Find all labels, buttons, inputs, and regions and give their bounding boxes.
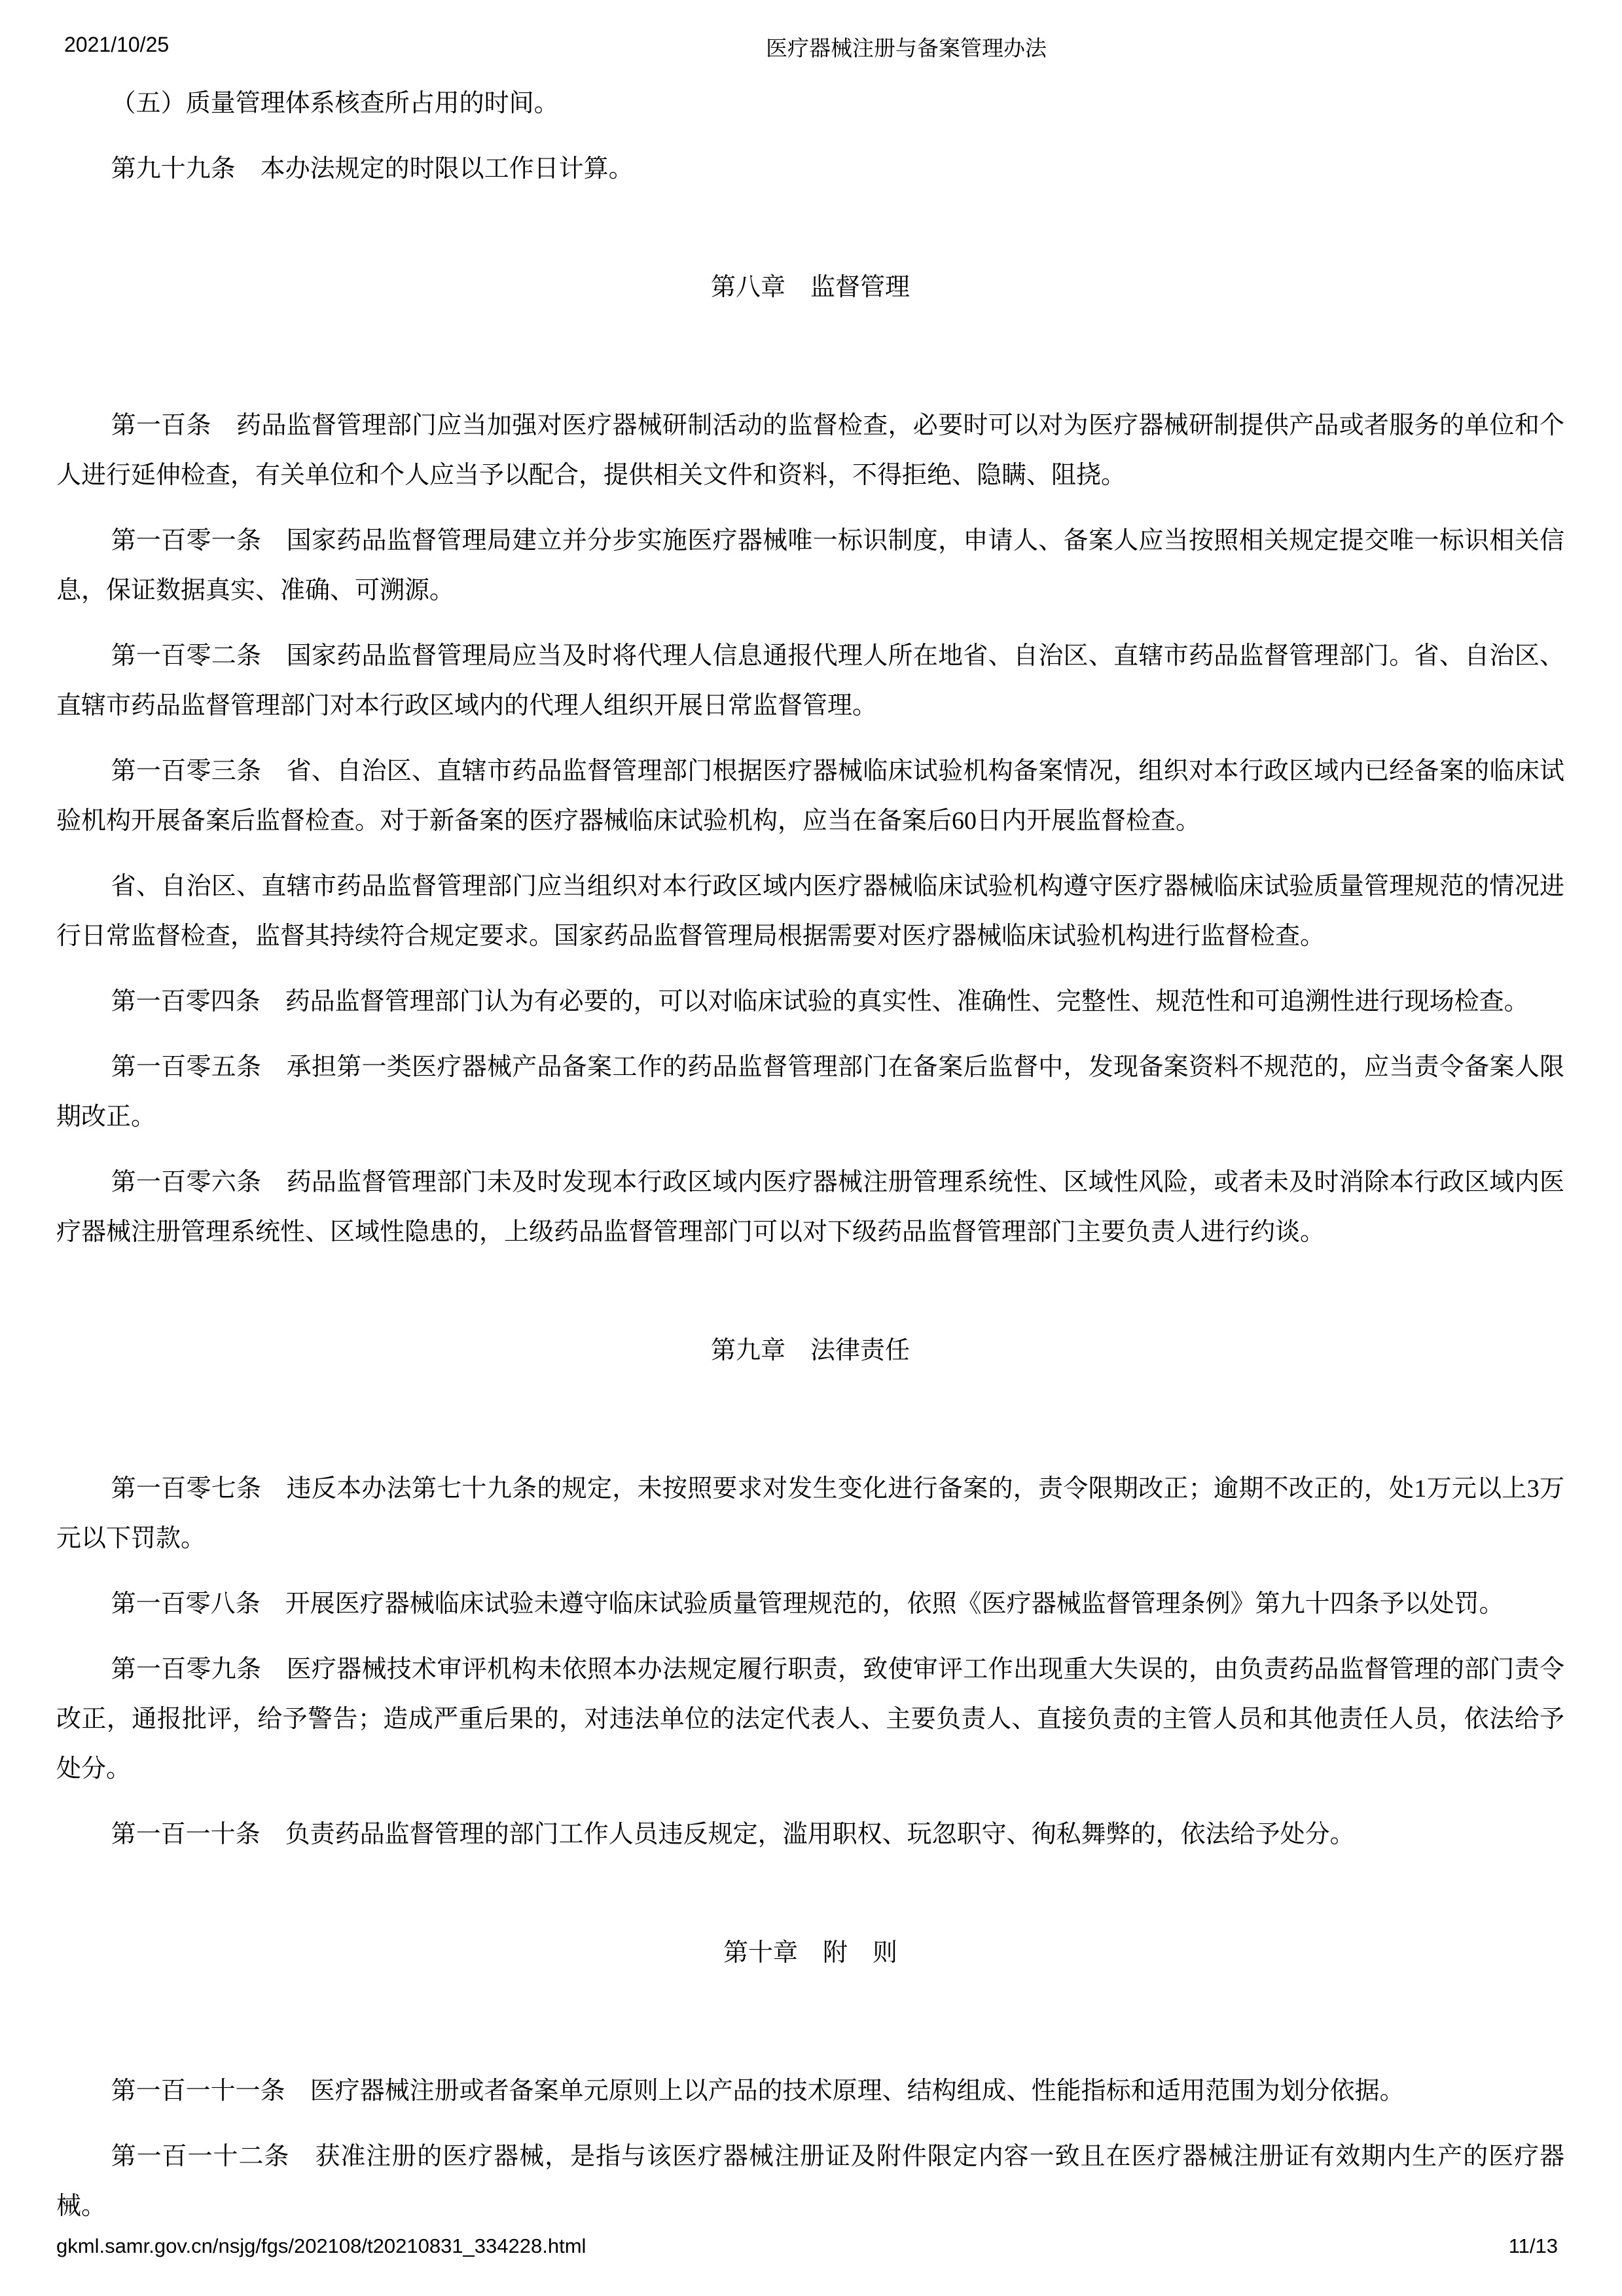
paragraph: 第一百零二条 国家药品监督管理局应当及时将代理人信息通报代理人所在地省、自治区、直辖市药品监督管理部门。省、自治区、直辖市药品监督管理部门对本行政区域内的代理人组织开展日常监督管理。: [56, 642, 1564, 720]
paragraph: 第一百一十条 负责药品监督管理的部门工作人员违反规定，滥用职权、玩忽职守、徇私舞弊的，依法给予处分。: [111, 1821, 1355, 1848]
paragraph: 第一百零七条 违反本办法第七十九条的规定，未按照要求对发生变化进行备案的，责令限期改正；逾期不改正的，处1万元以上3万元以下罚款。: [56, 1475, 1564, 1552]
paragraph: 第一百一十二条 获准注册的医疗器械，是指与该医疗器械注册证及附件限定内容一致且在医疗器械注册证有效期内生产的医疗器械。: [56, 2143, 1564, 2220]
print-footer-url: gkml.samr.gov.cn/nsjg/fgs/202108/t20210831_334228.html: [56, 2234, 586, 2257]
page-number: 11/13: [1508, 2234, 1558, 2257]
print-header: [0, 30, 1622, 59]
chapter-heading: 第八章 监督管理: [710, 274, 910, 301]
paragraph: 第一百零四条 药品监督管理部门认为有必要的，可以对临床试验的真实性、准确性、完整性、规范性和可追溯性进行现场检查。: [111, 988, 1529, 1015]
paragraph: （五）质量管理体系核查所占用的时间。: [111, 90, 559, 117]
document-body: [56, 79, 1564, 2247]
print-header-title: 医疗器械注册与备案管理办法: [766, 36, 1047, 60]
paragraph: 第一百零三条 省、自治区、直辖市药品监督管理部门根据医疗器械临床试验机构备案情况，组织对本行政区域内已经备案的临床试验机构开展备案后监督检查。对于新备案的医疗器械临床试验机构，应当在备案后60日内开展监督检查。: [56, 757, 1564, 835]
print-header-date: 2021/10/25: [64, 33, 170, 56]
paragraph: 第一百零五条 承担第一类医疗器械产品备案工作的药品监督管理部门在备案后监督中，发现备案资料不规范的，应当责令备案人限期改正。: [56, 1053, 1564, 1131]
chapter-heading: 第九章 法律责任: [710, 1337, 910, 1364]
paragraph: 第一百零一条 国家药品监督管理局建立并分步实施医疗器械唯一标识制度，申请人、备案人应当按照相关规定提交唯一标识相关信息，保证数据真实、准确、可溯源。: [56, 527, 1564, 604]
paragraph: 第一百条 药品监督管理部门应当加强对医疗器械研制活动的监督检查，必要时可以对为医疗器械研制提供产品或者服务的单位和个人进行延伸检查，有关单位和个人应当予以配合，提供相关文件和资料，不得拒绝、隐瞒、阻挠。: [56, 412, 1564, 489]
chapter-heading: 第十章 附 则: [723, 1939, 897, 1967]
paragraph: 第一百零九条 医疗器械技术审评机构未依照本办法规定履行职责，致使审评工作出现重大失误的，由负责药品监督管理的部门责令改正，通报批评，给予警告；造成严重后果的，对违法单位的法定代表人、主要负责人、直接负责的主管人员和其他责任人员，依法给予处分。: [56, 1656, 1564, 1783]
paragraph: 第一百一十一条 医疗器械注册或者备案单元原则上以产品的技术原理、结构组成、性能指标和适用范围为划分依据。: [111, 2077, 1405, 2105]
paragraph: 第一百零六条 药品监督管理部门未及时发现本行政区域内医疗器械注册管理系统性、区域性风险，或者未及时消除本行政区域内医疗器械注册管理系统性、区域性隐患的，上级药品监督管理部门可以对下级药品监督管理部门主要负责人进行约谈。: [56, 1169, 1564, 1246]
paragraph: 第一百零八条 开展医疗器械临床试验未遵守临床试验质量管理规范的，依照《医疗器械监督管理条例》第九十四条予以处罚。: [111, 1590, 1504, 1618]
paragraph: 省、自治区、直辖市药品监督管理部门应当组织对本行政区域内医疗器械临床试验机构遵守医疗器械临床试验质量管理规范的情况进行日常监督检查，监督其持续符合规定要求。国家药品监督管理局根据需要对医疗器械临床试验机构进行监督检查。: [56, 873, 1564, 950]
paragraph: 第九十九条 本办法规定的时限以工作日计算。: [111, 155, 634, 183]
print-footer: [56, 2232, 1558, 2258]
